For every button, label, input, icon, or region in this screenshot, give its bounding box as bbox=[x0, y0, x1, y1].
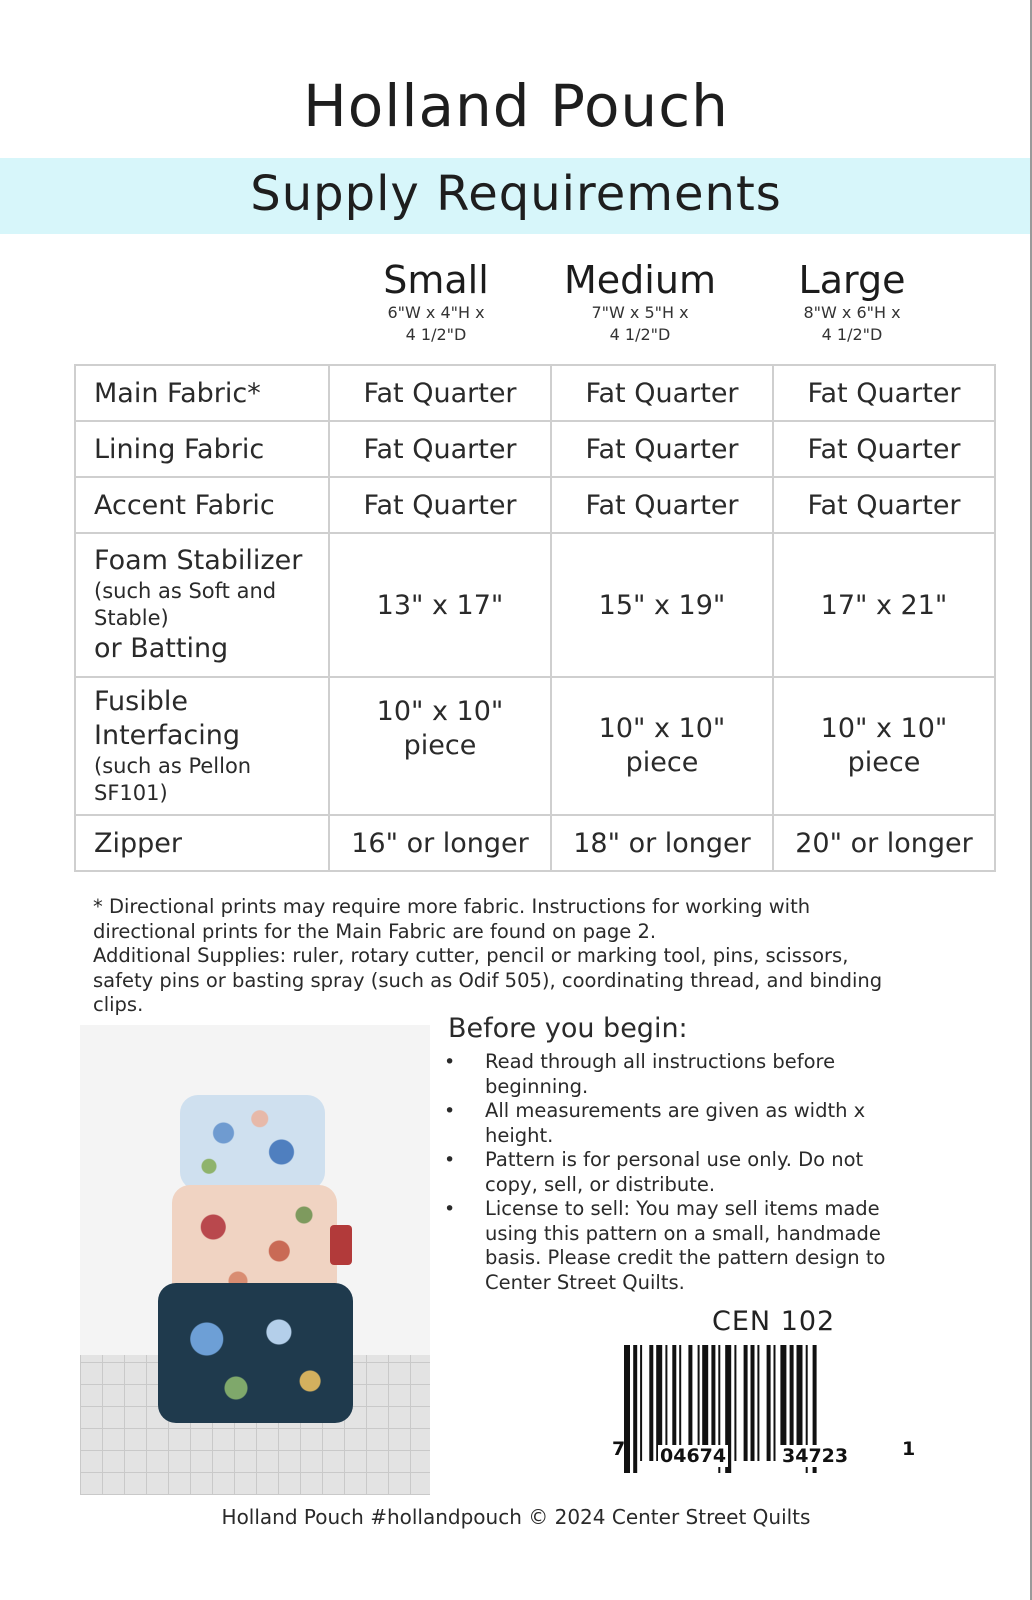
size-dims: 4 1/2"D bbox=[405, 325, 467, 344]
footnotes bbox=[93, 895, 913, 1018]
cell-large bbox=[773, 677, 995, 815]
barcode-bar bbox=[751, 1345, 755, 1461]
barcode-bar bbox=[633, 1345, 637, 1473]
size-dims: 7"W x 5"H x bbox=[591, 303, 689, 322]
cell-unit: piece bbox=[847, 747, 921, 778]
size-header-large bbox=[742, 258, 962, 346]
row-label-secondary: or Batting bbox=[94, 633, 229, 664]
cell-value: 10" x 10" bbox=[598, 713, 726, 744]
barcode-bar bbox=[734, 1345, 736, 1461]
cell-small bbox=[329, 677, 551, 815]
additional-supplies: Additional Supplies: ruler, rotary cutter, pencil or marking tool, pins, scissors, safety pins or basting spray (such as Odif 505), coordinating thread, and binding clips. bbox=[93, 944, 883, 1016]
barcode-bar bbox=[698, 1345, 700, 1461]
cell-value: 10" x 10" bbox=[820, 713, 948, 744]
size-dims: 8"W x 6"H x bbox=[803, 303, 901, 322]
cell-unit: piece bbox=[403, 730, 477, 761]
table-row-zipper bbox=[75, 815, 995, 871]
size-dims: 4 1/2"D bbox=[821, 325, 883, 344]
barcode-bar bbox=[774, 1345, 776, 1461]
barcode-bar bbox=[656, 1345, 662, 1461]
barcode-digit-first: 7 bbox=[612, 1438, 626, 1460]
size-name: Small bbox=[383, 258, 489, 302]
barcode-bar bbox=[711, 1345, 715, 1461]
table-row-fusible-interfacing bbox=[75, 677, 995, 815]
stacked-pouches-photo bbox=[80, 1025, 430, 1495]
section-title: Supply Requirements bbox=[250, 166, 782, 222]
barcode-bar bbox=[688, 1345, 692, 1461]
list-item: • Pattern is for personal use only. Do not copy, sell, or distribute. bbox=[440, 1148, 920, 1197]
cell-medium: Fat Quarter bbox=[551, 421, 773, 477]
table-row-accent-fabric bbox=[75, 477, 995, 533]
row-note: (such as Pellon SF101) bbox=[94, 754, 252, 805]
page-title: Holland Pouch bbox=[303, 72, 729, 140]
table-row-lining-fabric bbox=[75, 421, 995, 477]
size-name: Large bbox=[798, 258, 906, 302]
barcode-digits-right: 34723 bbox=[782, 1445, 849, 1467]
barcode-bar bbox=[767, 1345, 771, 1461]
cell-medium: 15" x 19" bbox=[551, 533, 773, 677]
barcode-bar bbox=[640, 1345, 642, 1461]
size-header-medium bbox=[530, 258, 750, 346]
before-you-begin-list bbox=[440, 1050, 920, 1295]
size-dims: 6"W x 4"H x bbox=[387, 303, 485, 322]
before-you-begin-title: Before you begin: bbox=[448, 1013, 688, 1044]
cell-large: 17" x 21" bbox=[773, 533, 995, 677]
row-label: Foam Stabilizer bbox=[94, 545, 303, 576]
table-row-main-fabric bbox=[75, 365, 995, 421]
list-item: • License to sell: You may sell items made using this pattern on a small, handmade basis. Please credit the pattern design to Center Street Quilts. bbox=[440, 1197, 920, 1295]
row-label: Lining Fabric bbox=[75, 421, 329, 477]
row-note: (such as Soft and Stable) bbox=[94, 579, 277, 630]
barcode-bar bbox=[672, 1345, 676, 1461]
row-label-cell bbox=[75, 533, 329, 677]
row-label-cell bbox=[75, 677, 329, 815]
product-code: CEN 102 bbox=[712, 1306, 836, 1337]
cell-medium bbox=[551, 677, 773, 815]
size-name: Medium bbox=[564, 258, 716, 302]
pouch-bottom bbox=[158, 1283, 353, 1423]
barcode-bar bbox=[757, 1345, 759, 1461]
barcode-bar bbox=[780, 1345, 786, 1461]
cell-large: Fat Quarter bbox=[773, 421, 995, 477]
barcode-digits-left: 04674 bbox=[660, 1445, 727, 1467]
cell-value: 10" x 10" bbox=[376, 696, 504, 727]
row-label-secondary: Interfacing bbox=[94, 720, 241, 751]
row-label: Zipper bbox=[75, 815, 329, 871]
row-label: Fusible bbox=[94, 686, 188, 717]
zipper-tab-red bbox=[330, 1225, 352, 1265]
directional-note: * Directional prints may require more fabric. Instructions for working with directional prints for the Main Fabric are found on page 2. bbox=[93, 895, 811, 943]
size-dims: 4 1/2"D bbox=[609, 325, 671, 344]
cell-small: Fat Quarter bbox=[329, 477, 551, 533]
barcode-bar bbox=[649, 1345, 653, 1461]
supply-table bbox=[74, 364, 996, 872]
barcode-bar bbox=[702, 1345, 708, 1461]
upc-barcode bbox=[612, 1345, 938, 1475]
cell-medium: Fat Quarter bbox=[551, 477, 773, 533]
cell-medium: 18" or longer bbox=[551, 815, 773, 871]
barcode-bar bbox=[665, 1345, 667, 1461]
barcode-bar bbox=[744, 1345, 748, 1461]
list-item: • All measurements are given as width x height. bbox=[440, 1099, 920, 1148]
cell-large: Fat Quarter bbox=[773, 477, 995, 533]
footer-credit: Holland Pouch #hollandpouch © 2024 Center Street Quilts bbox=[221, 1505, 811, 1529]
cell-unit: piece bbox=[625, 747, 699, 778]
cell-large: 20" or longer bbox=[773, 815, 995, 871]
table-row-foam-stabilizer bbox=[75, 533, 995, 677]
barcode-bar bbox=[797, 1345, 803, 1461]
cell-large: Fat Quarter bbox=[773, 365, 995, 421]
size-header-small bbox=[326, 258, 546, 346]
row-label: Main Fabric* bbox=[75, 365, 329, 421]
list-item: • Read through all instructions before beginning. bbox=[440, 1050, 920, 1099]
cell-medium: Fat Quarter bbox=[551, 365, 773, 421]
cell-small: Fat Quarter bbox=[329, 421, 551, 477]
cell-small: Fat Quarter bbox=[329, 365, 551, 421]
barcode-bar bbox=[790, 1345, 794, 1461]
cell-small: 16" or longer bbox=[329, 815, 551, 871]
cell-small: 13" x 17" bbox=[329, 533, 551, 677]
barcode-bar bbox=[679, 1345, 681, 1461]
row-label: Accent Fabric bbox=[75, 477, 329, 533]
pouch-top bbox=[180, 1095, 325, 1190]
barcode-digit-last: 1 bbox=[902, 1438, 916, 1460]
